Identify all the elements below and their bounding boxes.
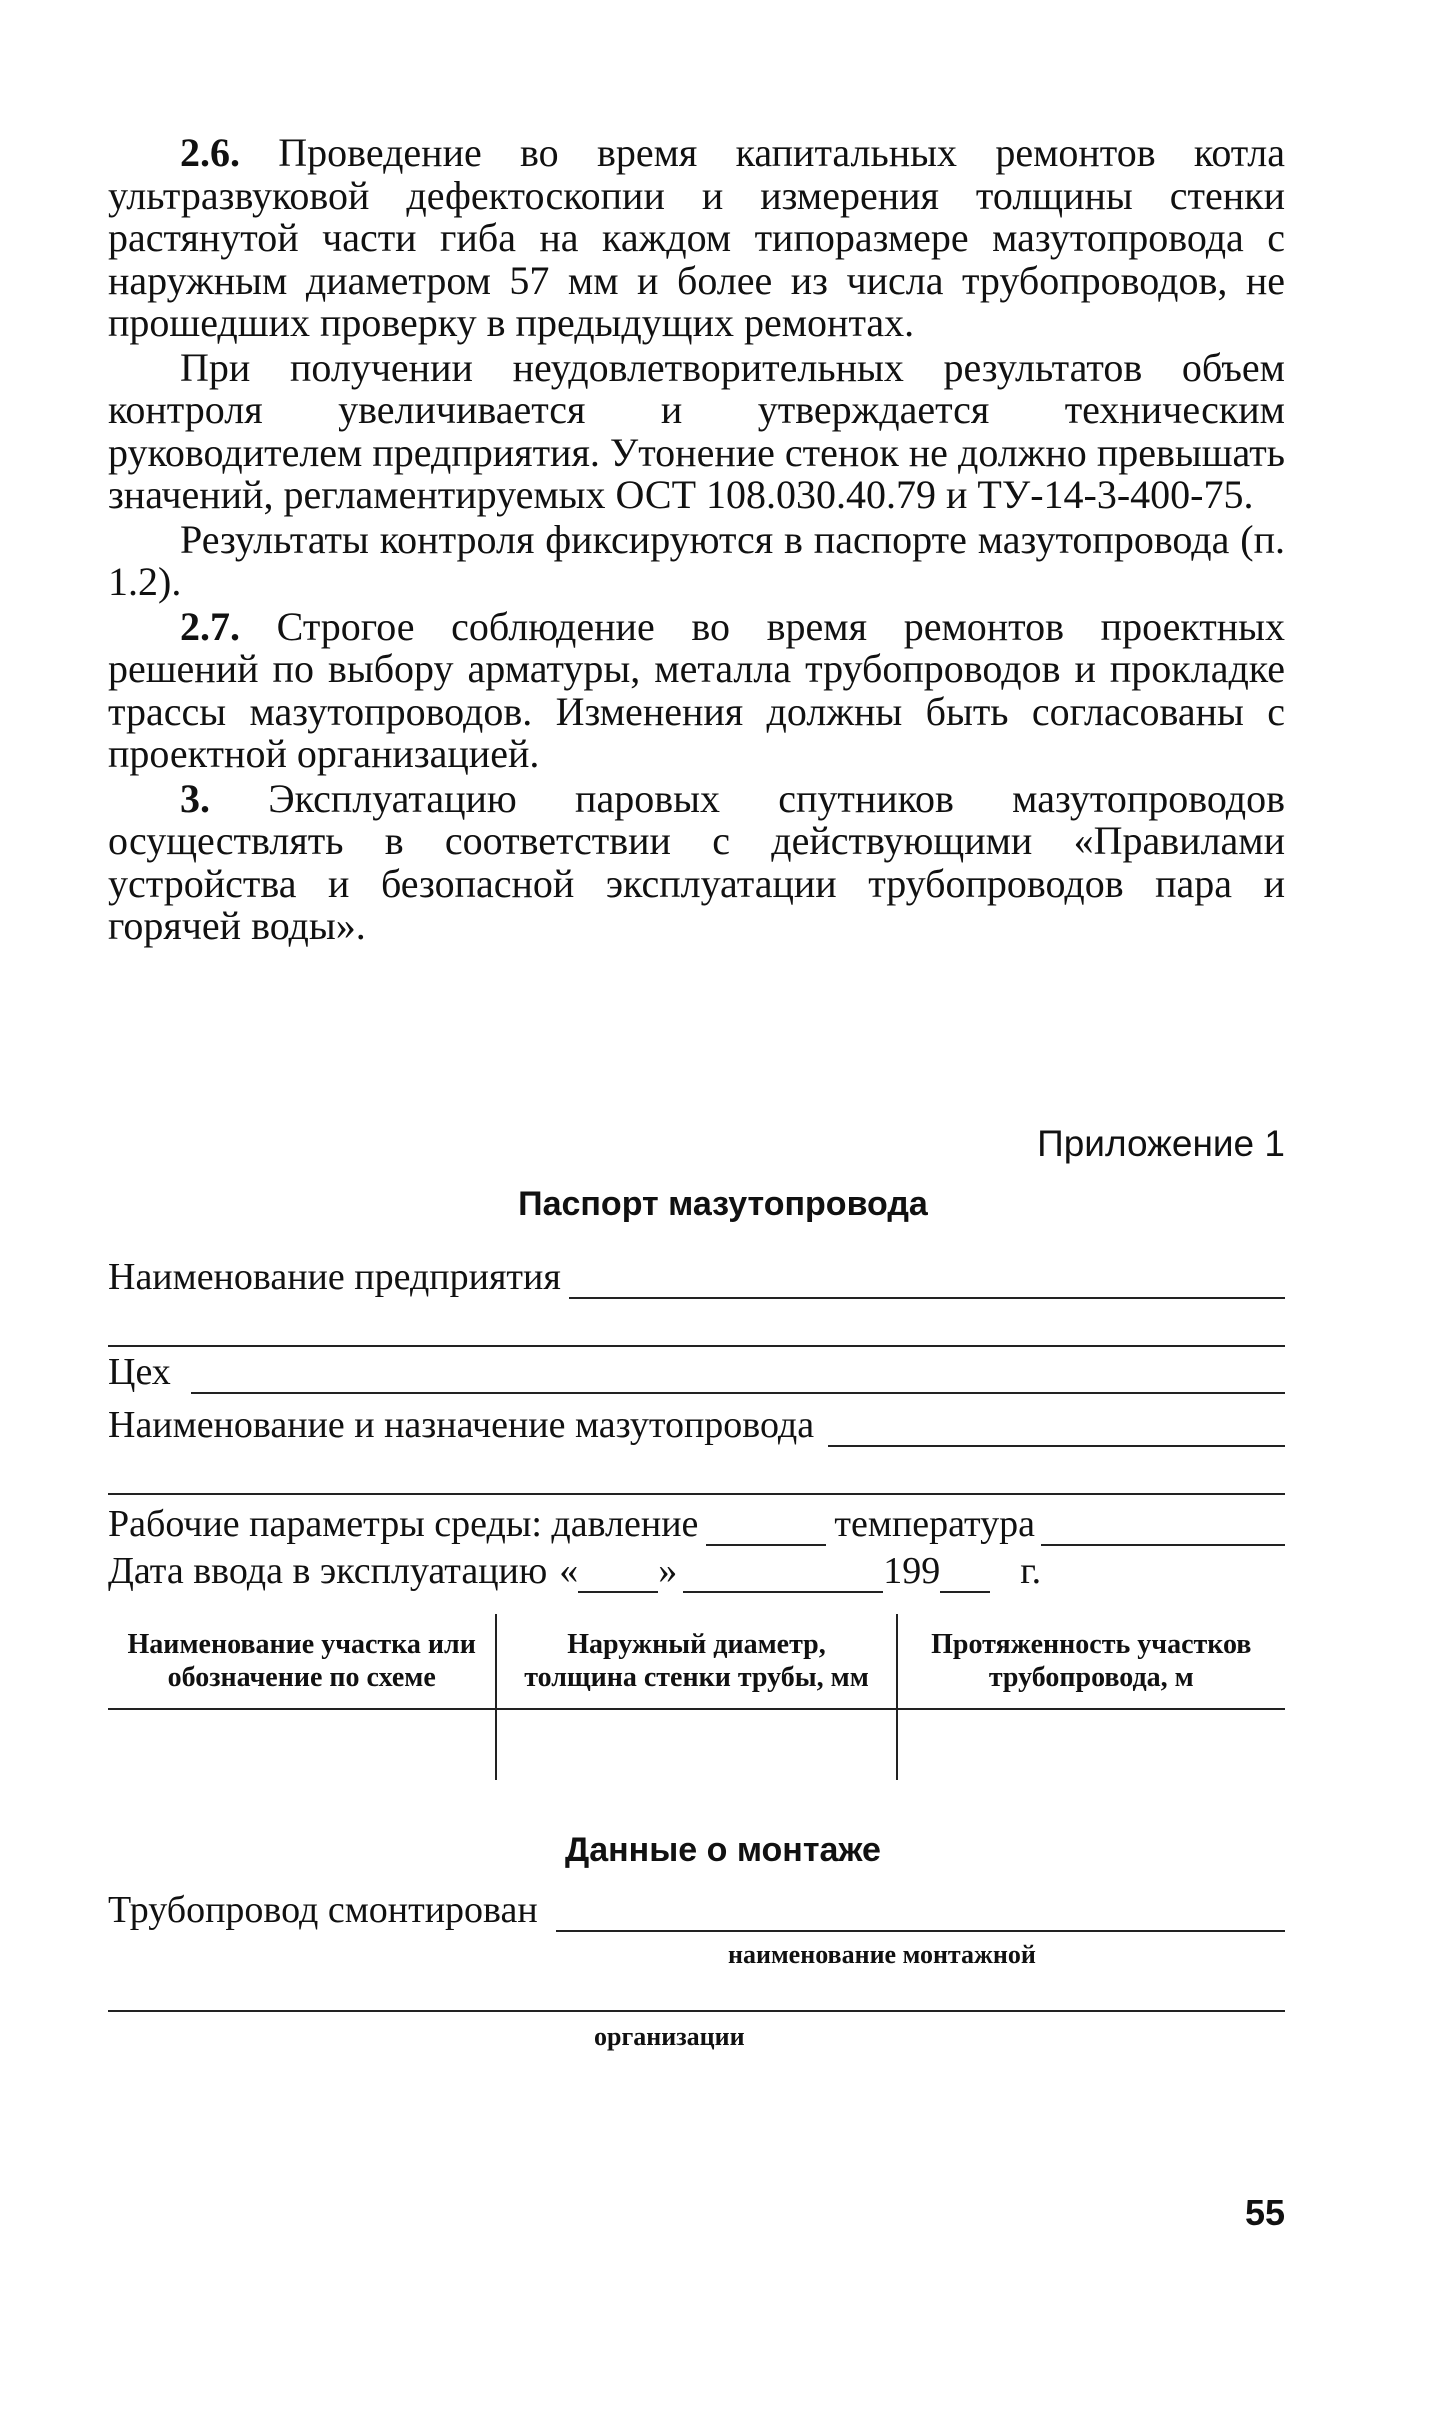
year-suffix: г. [1020,1550,1042,1592]
paragraph-3 [108,775,1285,948]
paragraph-control-scope: При получении неудовлетворительных результатов объем контроля увеличивается и утверждается техническим руководителем предприятия. Утонение стенок не должно превышать значений, регламентируемых ОСТ 108.030.40.79 и ТУ-14-3-400-75. [108,344,1285,517]
paragraph-results: Результаты контроля фиксируются в паспорте мазутопровода (п. 1.2). [108,516,1285,604]
pressure-field [706,1514,826,1546]
workshop-label: Цех [108,1351,171,1393]
year-prefix: 199 [883,1550,941,1592]
paragraph-2-6 [108,132,1285,345]
body-text [108,132,1285,948]
date-line [108,1549,1285,1593]
close-quote: » [658,1550,678,1592]
appendix-label: Приложение 1 [1037,1123,1285,1164]
clause-number: 2.7. [180,603,240,649]
blank-rule [108,1345,1285,1347]
blank-rule [108,1493,1285,1495]
clause-number: 3. [180,775,210,821]
clause-number: 2.6. [180,130,240,175]
installation-line [108,1888,1285,1932]
temperature-field [1041,1514,1285,1546]
temperature-label: температура [834,1503,1035,1545]
workshop-line [108,1350,1285,1394]
pipeline-label: Наименование и назначение мазутопровода [108,1404,815,1446]
sections-table [108,1614,1285,1780]
table-header-row [108,1614,1285,1709]
workshop-field [191,1362,1285,1394]
year-field [940,1561,990,1593]
table-row [108,1709,1285,1780]
params-line [108,1502,1285,1546]
blank-rule [108,2010,1285,2012]
paragraph-text: Строгое соблюдение во время ремонтов проектных решений по выбору арматуры, металла трубопроводов и прокладке трассы мазутопроводов. Изменения должны быть согласованы с проектной организацией. [108,603,1285,776]
table-cell [897,1709,1285,1780]
installation-title: Данные о монтаже [565,1831,881,1869]
page-number: 55 [1244,2192,1285,2233]
installation-field [556,1900,1285,1932]
passport-title: Паспорт мазутопровода [518,1185,928,1223]
date-label: Дата ввода в эксплуатацию [108,1550,548,1592]
installation-label: Трубопровод смонтирован [108,1889,538,1931]
paragraph-2-7 [108,603,1285,776]
paragraph-text: Эксплуатацию паровых спутников мазутопроводов осуществлять в соответствии с действующими «Правилами устройства и безопасной эксплуатации трубопроводов пара и горячей воды». [108,775,1285,948]
params-label: Рабочие параметры среды: давление [108,1503,699,1545]
column-header: Наименование участка или обозначение по схеме [108,1614,496,1709]
month-field [683,1561,883,1593]
enterprise-field [569,1267,1285,1299]
column-header: Протяженность участков трубопровода, м [897,1614,1285,1709]
pipeline-field [828,1415,1285,1447]
caption-organization: организации [594,2022,745,2051]
column-header: Наружный диаметр, толщина стенки трубы, мм [496,1614,896,1709]
open-quote: « [559,1550,579,1592]
caption-organization-name: наименование монтажной [728,1940,1036,1969]
enterprise-line [108,1255,1285,1299]
day-field [578,1561,658,1593]
enterprise-label: Наименование предприятия [108,1256,561,1298]
table-cell [496,1709,896,1780]
paragraph-text: Проведение во время капитальных ремонтов котла ультразвуковой дефектоскопии и измерения толщины стенки растянутой части гиба на каждом типоразмере мазутопровода с наружным диаметром 57 мм и более из числа трубопроводов, не прошедших проверку в предыдущих ремонтах. [108,130,1285,345]
table-cell [108,1709,496,1780]
pipeline-line [108,1403,1285,1447]
